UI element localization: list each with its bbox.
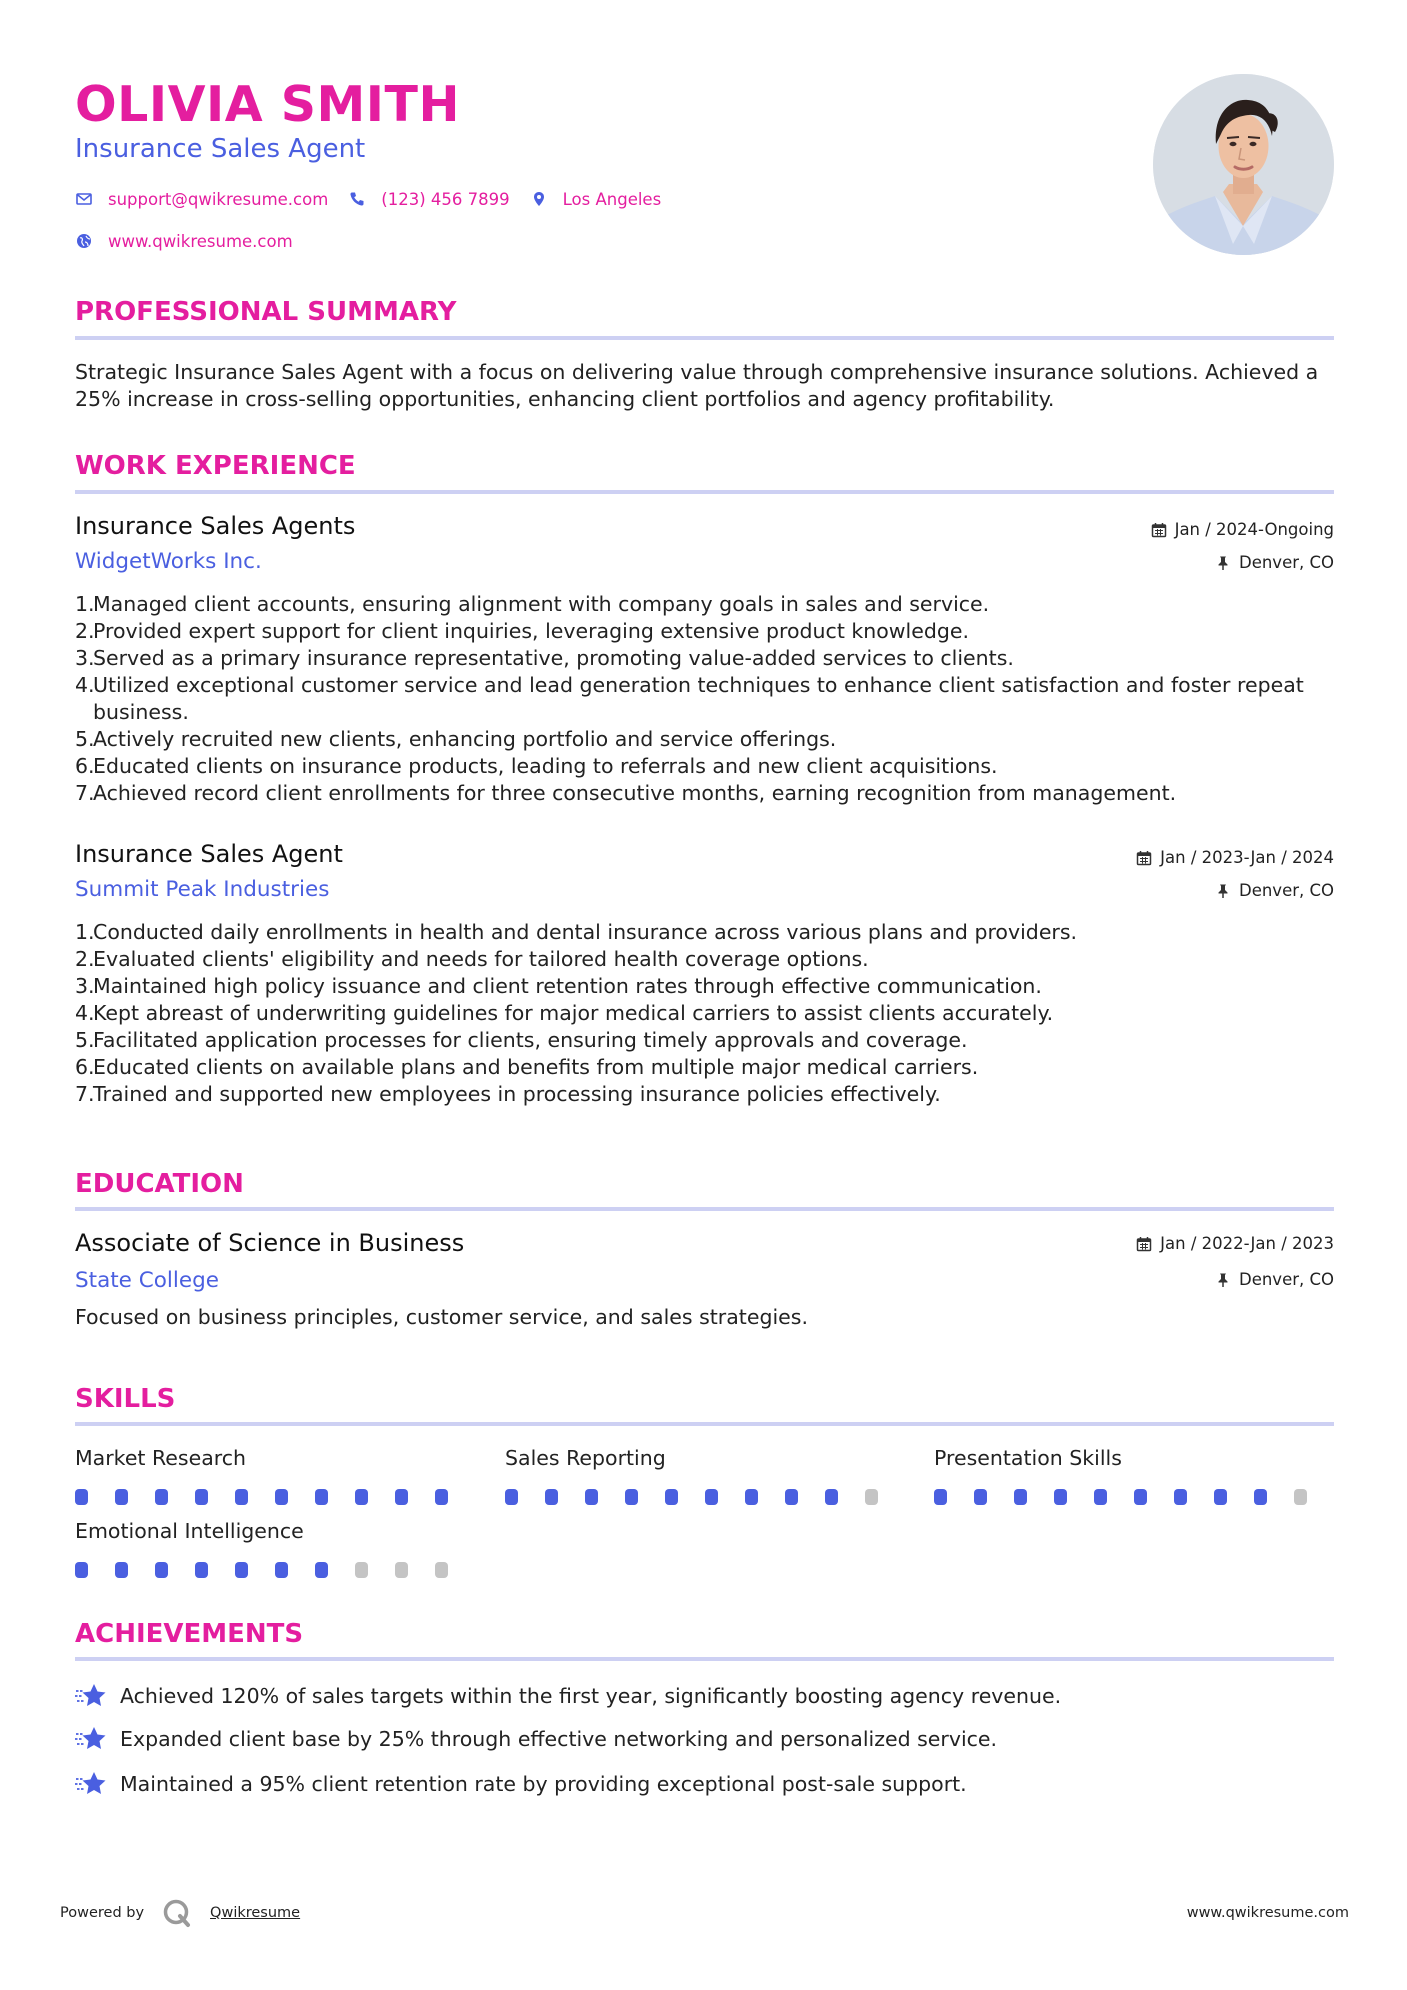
school-name: State College	[75, 1268, 219, 1293]
education-dates-text: Jan / 2022-Jan / 2023	[1160, 1234, 1334, 1253]
map-pin-icon	[530, 190, 548, 208]
rating-dot-filled	[235, 1489, 248, 1505]
skill-item	[505, 1445, 905, 1505]
education-location-text: Denver, CO	[1238, 1270, 1334, 1289]
job-dates	[1151, 519, 1334, 541]
email-item[interactable]	[75, 190, 328, 209]
rating-dot-filled	[585, 1489, 598, 1505]
list-item: 3. Maintained high policy issuance and client retention rates through effective communication.	[75, 974, 1042, 998]
rating-dot-filled	[1174, 1489, 1187, 1505]
skill-name: Emotional Intelligence	[75, 1519, 304, 1543]
rating-dot-filled	[395, 1489, 408, 1505]
list-item: 7. Achieved record client enrollments for three consecutive months, earning recognition from management.	[75, 781, 1177, 805]
rating-dot-filled	[115, 1562, 128, 1578]
skill-item	[75, 1445, 475, 1505]
rating-dot-filled	[195, 1562, 208, 1578]
pushpin-icon	[1215, 1272, 1231, 1288]
rating-dot-filled	[705, 1489, 718, 1505]
list-item: 2. Provided expert support for client inquiries, leveraging extensive product knowledge.	[75, 619, 970, 643]
list-item: 6. Educated clients on available plans and benefits from multiple major medical carriers.	[75, 1055, 979, 1079]
list-item: 2. Evaluated clients' eligibility and needs for tailored health coverage options.	[75, 947, 869, 971]
achievement-text: Maintained a 95% client retention rate by providing exceptional post-sale support.	[120, 1771, 967, 1796]
rating-dot-filled	[75, 1562, 88, 1578]
skill-rating	[75, 1489, 475, 1505]
phone-item[interactable]	[348, 190, 509, 209]
brand-link[interactable]: Qwikresume	[210, 1905, 301, 1921]
rating-dot-filled	[195, 1489, 208, 1505]
skill-rating	[505, 1489, 905, 1505]
rating-dot-filled	[155, 1562, 168, 1578]
section-divider	[75, 1207, 1334, 1211]
list-item: 5. Facilitated application processes for clients, ensuring timely approvals and coverage.	[75, 1028, 968, 1052]
rating-dot-empty	[1294, 1489, 1307, 1505]
skill-rating	[934, 1489, 1334, 1505]
achievement-text: Expanded client base by 25% through effective networking and personalized service.	[120, 1726, 998, 1751]
profile-photo	[1153, 74, 1334, 255]
list-item: 3. Served as a primary insurance representative, promoting value-added services to clients.	[75, 646, 1014, 670]
list-item: 6. Educated clients on insurance products, leading to referrals and new client acquisitions.	[75, 754, 998, 778]
website-text[interactable]: www.qwikresume.com	[108, 231, 293, 251]
pushpin-icon	[1215, 883, 1231, 899]
skill-name: Presentation Skills	[934, 1446, 1122, 1470]
job-title: Insurance Sales Agent	[75, 840, 343, 868]
rating-dot-filled	[75, 1489, 88, 1505]
job-dates-text: Jan / 2023-Jan / 2024	[1160, 848, 1334, 867]
rating-dot-filled	[785, 1489, 798, 1505]
job-location-text: Denver, CO	[1238, 881, 1334, 900]
phone-text[interactable]: (123) 456 7899	[381, 189, 510, 209]
job-title: Insurance Sales Agents	[75, 512, 356, 540]
calendar-icon	[1136, 1236, 1152, 1252]
section-title-achievements: ACHIEVEMENTS	[75, 1619, 304, 1649]
calendar-icon	[1136, 850, 1152, 866]
calendar-icon	[1151, 522, 1167, 538]
rating-dot-filled	[155, 1489, 168, 1505]
list-item: 4. Kept abreast of underwriting guidelines for major medical carriers to assist clients accurately.	[75, 1001, 1054, 1025]
rating-dot-filled	[315, 1562, 328, 1578]
rating-dot-filled	[355, 1489, 368, 1505]
skill-item	[75, 1518, 475, 1578]
section-divider	[75, 336, 1334, 340]
rating-dot-filled	[275, 1562, 288, 1578]
envelope-icon	[75, 190, 93, 208]
rating-dot-filled	[1134, 1489, 1147, 1505]
rating-dot-filled	[235, 1562, 248, 1578]
job-dates	[1136, 847, 1334, 869]
job-responsibilities	[75, 919, 1334, 1108]
footer-powered-by	[60, 1898, 300, 1928]
star-icon	[75, 1682, 107, 1710]
achievement-item	[75, 1725, 997, 1753]
section-title-summary: PROFESSIONAL SUMMARY	[75, 297, 457, 327]
education-description: Focused on business principles, customer service, and sales strategies.	[75, 1305, 808, 1329]
rating-dot-empty	[395, 1562, 408, 1578]
achievement-item	[75, 1770, 967, 1798]
powered-by-label: Powered by	[60, 1905, 145, 1921]
rating-dot-empty	[865, 1489, 878, 1505]
star-icon	[75, 1725, 107, 1753]
rating-dot-empty	[435, 1562, 448, 1578]
rating-dot-filled	[665, 1489, 678, 1505]
job-dates-text: Jan / 2024-Ongoing	[1174, 520, 1334, 539]
achievement-text: Achieved 120% of sales targets within the first year, significantly boosting agency revenue.	[120, 1683, 1062, 1708]
email-text[interactable]: support@qwikresume.com	[108, 189, 329, 209]
rating-dot-filled	[625, 1489, 638, 1505]
achievement-item	[75, 1682, 1061, 1710]
company-name: Summit Peak Industries	[75, 877, 330, 902]
rating-dot-empty	[355, 1562, 368, 1578]
website-row	[75, 229, 313, 253]
rating-dot-filled	[275, 1489, 288, 1505]
rating-dot-filled	[934, 1489, 947, 1505]
location-text: Los Angeles	[562, 189, 662, 209]
job-location	[1215, 880, 1334, 902]
section-title-education: EDUCATION	[75, 1169, 244, 1199]
education-dates	[1136, 1233, 1334, 1255]
list-item: 1. Managed client accounts, ensuring alignment with company goals in sales and service.	[75, 592, 990, 616]
location-item	[530, 190, 662, 209]
qwikresume-logo-icon	[162, 1898, 192, 1928]
company-name: WidgetWorks Inc.	[75, 549, 262, 574]
rating-dot-filled	[974, 1489, 987, 1505]
footer-url[interactable]: www.qwikresume.com	[1186, 1905, 1349, 1921]
rating-dot-filled	[505, 1489, 518, 1505]
summary-text: Strategic Insurance Sales Agent with a focus on delivering value through comprehensive insurance solutions. Achieved a 25% increase in cross-selling opportunities, enhancing client portfolios and agency profitability.	[75, 360, 1319, 411]
rating-dot-filled	[1054, 1489, 1067, 1505]
rating-dot-filled	[545, 1489, 558, 1505]
pushpin-icon	[1215, 555, 1231, 571]
rating-dot-filled	[115, 1489, 128, 1505]
degree-title: Associate of Science in Business	[75, 1229, 465, 1257]
job-responsibilities	[75, 591, 1334, 807]
website-item[interactable]	[75, 232, 293, 251]
section-divider	[75, 490, 1334, 494]
job-location-text: Denver, CO	[1238, 553, 1334, 572]
list-item: 5. Actively recruited new clients, enhancing portfolio and service offerings.	[75, 727, 837, 751]
star-icon	[75, 1770, 107, 1798]
rating-dot-filled	[1254, 1489, 1267, 1505]
rating-dot-filled	[745, 1489, 758, 1505]
skill-rating	[75, 1562, 475, 1578]
list-item: 4. Utilized exceptional customer service and lead generation techniques to enhance client satisfaction and foster repeat business.	[75, 673, 1304, 724]
rating-dot-filled	[1214, 1489, 1227, 1505]
skill-name: Market Research	[75, 1446, 247, 1470]
skill-name: Sales Reporting	[505, 1446, 666, 1470]
list-item: 1. Conducted daily enrollments in health and dental insurance across various plans and providers.	[75, 920, 1078, 944]
globe-icon	[75, 232, 93, 250]
rating-dot-filled	[1014, 1489, 1027, 1505]
section-divider	[75, 1422, 1334, 1426]
skill-item	[934, 1445, 1334, 1505]
rating-dot-filled	[1094, 1489, 1107, 1505]
rating-dot-filled	[315, 1489, 328, 1505]
candidate-title: Insurance Sales Agent	[75, 134, 366, 164]
section-divider	[75, 1657, 1334, 1661]
contact-row	[75, 187, 681, 211]
section-title-experience: WORK EXPERIENCE	[75, 451, 356, 481]
candidate-name: OLIVIA SMITH	[75, 76, 460, 133]
job-location	[1215, 552, 1334, 574]
rating-dot-filled	[825, 1489, 838, 1505]
list-item: 7. Trained and supported new employees in processing insurance policies effectively.	[75, 1082, 941, 1106]
education-location	[1215, 1269, 1334, 1291]
phone-icon	[348, 190, 366, 208]
rating-dot-filled	[435, 1489, 448, 1505]
section-title-skills: SKILLS	[75, 1384, 176, 1414]
